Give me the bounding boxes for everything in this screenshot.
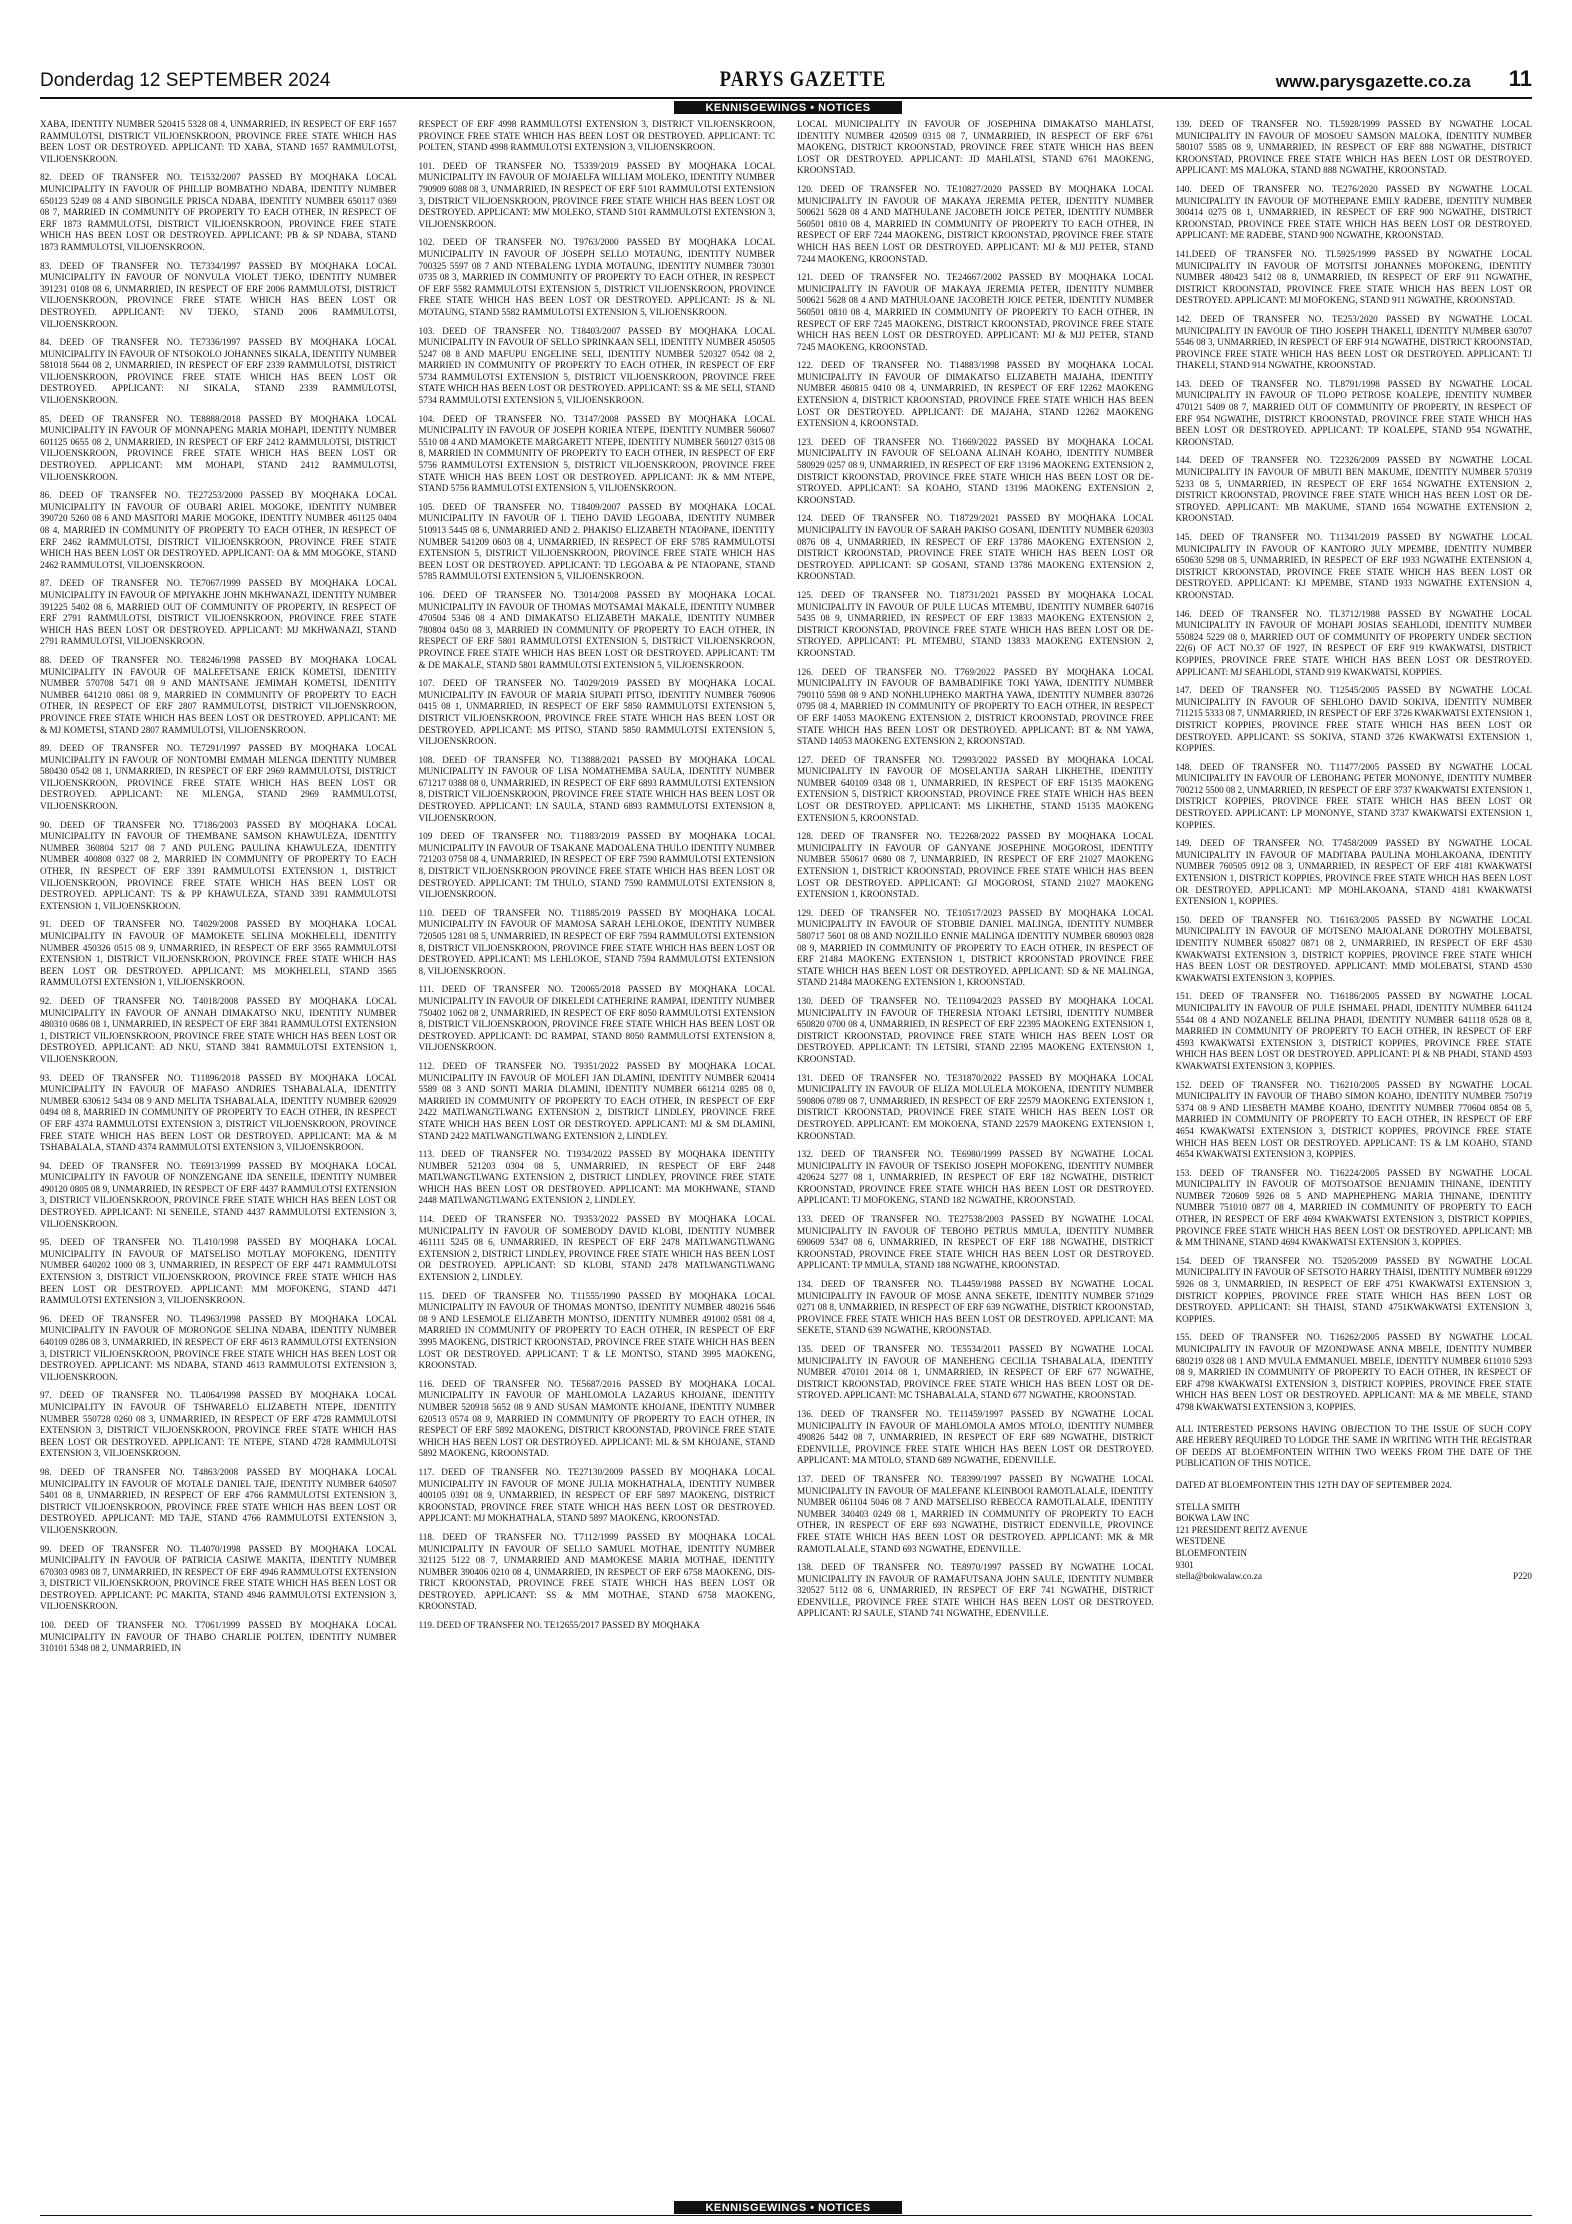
signature-name: STELLA SMITH [1175, 1501, 1241, 1512]
notice-item: 149. DEED OF TRANSFER NO. T7458/2009 PASSED BY NGWATHE LOCAL MUNICIPALITY IN FAVOUR OF MADITABA PAULINA MOHLAKOANA, IDENTITY NUMBER 760505 0912 08 3, UNMARRIED, IN RESPECT OF ERF 4181 KWAKWATSI EXTENSION 1, DISTRICT KOPPIES, PROVINCE FREE STATE WHICH HAS BEEN LOST OR DESTROYED. APPLICANT: MP MOHLAKOANA, STAND 4181 KWAKWATSI EXTENSION 1, KOPPIES. [1175, 838, 1532, 907]
notice-item: 130. DEED OF TRANSFER NO. TE11094/2023 PASSED BY MOQHAKA LOCAL MUNICIPALITY IN FAVOUR OF THERESIA NTOAKI LETSIRI, IDENTITY NUMBER 650820 0700 08 4, UNMARRIED, IN RESPECT OF ERF 22395 MAOKENG EXTENSION 1, DISTRICT KROONSTAD, PROVINCE FREE STATE WHICH HAS BEEN LOST OR DESTROYED. APPLICANT: TN LETSIRI, STAND 22395 MAOKENG EXTENSION 1, KROONSTAD. [797, 995, 1154, 1064]
signature-city: BLOEMFONTEIN [1175, 1547, 1247, 1558]
notice-item: 106. DEED OF TRANSFER NO. T3014/2008 PASSED BY MOQHAKA LOCAL MUNICIPALITY IN FAVOUR OF THOMAS MOTSAMAI MAKALE, IDENTITY NUMBER 470504 5346 08 4 AND DIMAKATSO ELIZABETH MAKALE, IDENTITY NUMBER 780804 0450 08 3, MARRIED IN COMMUNITY OF PROPERTY TO EACH OTHER, IN RESPECT OF ERF 5801 RAMMULOTSI EXTENSION 5, DISTRICT VILJOENSKROON, PROVINCE FREE STATE WHICH HAS BEEN LOST OR DESTROYED. APPLICANT: TM & DE MAKALE, STAND 5801 RAMMULOTSI EXTENSION 5, VILJOENSKROON. [418, 589, 775, 670]
signature-suburb: WESTDENE [1175, 1536, 1225, 1547]
notice-item: 132. DEED OF TRANSFER NO. TE6980/1999 PASSED BY NGWATHE LOCAL MUNICIPALITY IN FAVOUR OF TSEKISO JOSEPH MOFOKENG, IDENTITY NUMBER 420624 5277 08 1, UNMARRIED, IN RESPECT OF ERF 182 NGWATHE, DISTRICT KROONSTAD, PROVINCE FREE STATE WHICH HAS BEEN LOST OR DESTROYED. APPLICANT: TJ MOFOKENG, STAND 182 NGWATHE, KROONSTAD. [797, 1149, 1154, 1206]
notice-item: 99. DEED OF TRANSFER NO. TL4070/1998 PASSED BY MOQHAKA LOCAL MUNICIPALITY IN FAVOUR OF PATRICIA CASIWE MAKITA, IDENTITY NUMBER 670303 0983 08 7, UNMARRIED, IN RESPECT OF ERF 4946 RAMMULOTSI EXTENSION 3, DISTRICT VILJOENSKROON, PROVINCE FREE STATE WHICH HAS BEEN LOST OR DESTROYED. APPLICANT: PC MAKITA, STAND 4946 RAMMULOTSI EXTENSION 3, VILJOENSKROON. [40, 1543, 397, 1612]
notice-item: 118. DEED OF TRANSFER NO. T7112/1999 PASSED BY MOQHAKA LOCAL MUNICIPALITY IN FAVOUR OF SELLO SAMUEL MOTHAE, IDENTITY NUMBER 321125 5122 08 7, UNMARRIED AND MAMOKESE MARIA MOTHAE, IDENTITY NUMBER 390406 0210 08 4, UNMARRIED, IN RESPECT OF ERF 6758 MAOKENG, DISTRICT KROONSTAD, PROVINCE FREE STATE WHICH HAS BEEN LOST OR DESTROYED. APPLICANT: SS & MM MOTHAE, STAND 6758 MAOKENG, KROONSTAD. [418, 1531, 775, 1612]
notice-item: 147. DEED OF TRANSFER NO. T12545/2005 PASSED BY NGWATHE LOCAL MUNICIPALITY IN FAVOUR OF SEHLOHO DAVID SOKIVA, IDENTITY NUMBER 711215 5333 08 7, UNMARRIED, IN RESPECT OF ERF 3726 KWAKWATSI EXTENSION 1, DISTRICT KOPPIES, PROVINCE FREE STATE WHICH HAS BEEN LOST OR DESTROYED. APPLICANT: SS SOKIVA, STAND 3726 KWAKWATSI EXTENSION 1, KOPPIES. [1175, 685, 1532, 754]
notice-item: 127. DEED OF TRANSFER NO. T2993/2022 PASSED BY MOQHAKA LOCAL MUNICIPALITY IN FAVOUR OF MOSELANTJA SARAH LIKHETHE, IDENTITY NUMBER 640109 0348 08 1, UNMARRIED, IN RESPECT OF ERF 15135 MAOKENG EXTENSION 5, DISTRICT KROONSTAD, PROVINCE FREE STATE WHICH HAS BEEN LOST OR DESTROYED. APPLICANT: MS LIKHETHE, STAND 15135 MAOKENG EXTENSION 5, KROONSTAD. [797, 754, 1154, 823]
notice-item: 86. DEED OF TRANSFER NO. TE27253/2000 PASSED BY MOQHAKA LOCAL MUNICIPALITY IN FAVOUR OF OUBARI ARIEL MOGOKE, IDENTITY NUMBER 390720 5260 08 6 AND MASITORI MARIE MOGOKE, IDENTITY NUMBER 461125 0404 08 4, MARRIED IN COMMUNITY OF PROPERTY TO EACH OTHER, IN RESPECT OF ERF 2462 RAMMULOTSI, DISTRICT VILJOENSKROON, PROVINCE FREE STATE WHICH HAS BEEN LOST OR DESTROYED. APPLICANT: OA & MM MOGOKE, STAND 2462 RAMMULOTSI, VILJOENSKROON. [40, 490, 397, 570]
notice-item: 133. DEED OF TRANSFER NO. TE27538/2003 PASSED BY NGWATHE LOCAL MUNICIPALITY IN FAVOUR OF TEBOHO PETRUS MMULA, IDENTITY NUMBER 690609 5347 08 6, UNMARRIED, IN RESPECT OF ERF 188 NGWATHE, DISTRICT KROONSTAD, PROVINCE FREE STATE WHICH HAS BEEN LOST OR DESTROYED. APPLICANT: TP MMULA, STAND 188 NGWATHE, KROONSTAD. [797, 1214, 1154, 1271]
signature-street: 121 PRESIDENT REITZ AVENUE [1175, 1524, 1308, 1535]
masthead [40, 62, 1532, 92]
issue-date: Donderdag 12 SEPTEMBER 2024 [40, 70, 331, 91]
notice-item: 92. DEED OF TRANSFER NO. T4018/2008 PASSED BY MOQHAKA LOCAL MUNICIPALITY IN FAVOUR OF ANNAH DIMAKATSO NKU, IDENTITY NUMBER 480310 0686 08 1, UNMARRIED, IN RESPECT OF ERF 3841 RAMMULOTSI EXTENSION 1, DISTRICT VILJOENSKROON, PROVINCE FREE STATE WHICH HAS BEEN LOST OR DESTROYED. APPLICANT: AD NKU, STAND 3841 RAMMULOTSI EXTENSION 1, VILJOENSKROON. [40, 995, 397, 1064]
notice-item: 122. DEED OF TRANSFER NO. T14883/1998 PASSED BY MOQHAKA LOCAL MUNICIPALITY IN FAVOUR OF DIMAKATSO ELIZABETH MAJAHA, IDENTITY NUMBER 460815 0410 08 4, UNMARRIED, IN RESPECT OF ERF 12262 MAOKENG EXTENSION 4, DISTRICT KROONSTAD, PROVINCE FREE STATE WHICH HAS BEEN LOST OR DESTROYED. APPLICANT: DE MAJAHA, STAND 12262 MAOKENG EXTENSION 4, KROONSTAD. [797, 360, 1154, 429]
notice-item: 140. DEED OF TRANSFER NO. TE276/2020 PASSED BY NGWATHE LOCAL MUNICIPALITY IN FAVOUR OF MOTHEPANE EMILY RADEBE, IDENTITY NUMBER 300414 0275 08 1, UNMARRIED, IN RESPECT OF ERF 900 NGWATHE, DISTRICT KROONSTAD, PROVINCE FREE STATE WHICH HAS BEEN LOST OR DESTROYED. APPLICANT: ME RADEBE, STAND 900 NGWATHE, KROONSTAD. [1175, 183, 1532, 241]
notice-item: 152. DEED OF TRANSFER NO. T16210/2005 PASSED BY NGWATHE LOCAL MUNICIPALITY IN FAVOUR OF THABO SIMON KOAHO, IDENTITY NUMBER 750719 5374 08 9 AND LIESBETH MAMBE KOAHO, IDENTITY NUMBER 770604 0854 08 5, MARRIED IN COMMUNITY OF PROPERTY TO EACH OTHER, IN RESPECT OF ERF 4654 KWAKWATSI EXTENSION 3, DISTRICT KOPPIES, PROVINCE FREE STATE WHICH HAS BEEN LOST OR DESTROYED. APPLICANT: TS & LM KOAHO, STAND 4654 KWAKWATSI EXTENSION 3, KOPPIES. [1175, 1079, 1532, 1160]
notice-item: 146. DEED OF TRANSFER NO. TL3712/1988 PASSED BY NGWATHE LOCAL MUNICIPALITY IN FAVOUR OF MOHAPI JOSIAS SEAHLODI, IDENTITY NUMBER 550824 5229 08 0, MARRIED OUT OF COMMUNITY OF PROPERTY UNDER SECTION 22(6) OF ACT NO.37 OF 1927, IN RESPECT OF ERF 919 KWAKWATSI, DISTRICT KOPPIES, PROVINCE FREE STATE WHICH HAS BEEN LOST OR DESTROYED. APPLICANT: MJ SEAHLODI, STAND 919 KWAKWATSI, KOPPIES. [1175, 608, 1532, 677]
signature-postcode: 9301 [1175, 1559, 1194, 1570]
notices-columns [40, 119, 1532, 2197]
notice-item: 138. DEED OF TRANSFER NO. TE8970/1997 PASSED BY NGWATHE LOCAL MUNICIPALITY IN FAVOUR OF RAMAFUTSANA JOHN SAULE, IDENTITY NUMBER 320527 5112 08 6, UNMARRIED, IN RESPECT OF ERF 741 NGWATHE, DISTRICT EDENVILLE, PROVINCE FREE STATE WHICH HAS BEEN LOST OR DESTROYED. APPLICANT: RJ SAULE, STAND 741 NGWATHE, EDENVILLE. [797, 1562, 1154, 1619]
notice-item: 116. DEED OF TRANSFER NO. TE5687/2016 PASSED BY MOQHAKA LOCAL MUNICIPALITY IN FAVOUR OF MAHLOMOLA LAZARUS KHOJANE, IDENTITY NUMBER 520918 5652 08 9 AND SUSAN MAMONTE KHOJANE, IDENTITY NUMBER 620513 0574 08 9, MARRIED IN COMMUNITY OF PROPERTY TO EACH OTHER, IN RESPECT OF ERF 5892 MAOKENG, DISTRICT KROONSTAD, PROVINCE FREE STATE WHICH HAS BEEN LOST OR DESTROYED. APPLICANT: ML & SM KHOJANE, STAND 5892 MAOKENG, KROONSTAD. [418, 1378, 775, 1459]
notice-item: 135. DEED OF TRANSFER NO. TE5534/2011 PASSED BY NGWATHE LOCAL MUNICIPALITY IN FAVOUR OF MANEHENG CECILIA TSHABALALA, IDENTITY NUMBER 470101 2014 08 1, UNMARRIED, IN RESPECT OF ERF 677 NGWATHE, DISTRICT KROONSTAD, PROVINCE FREE STATE WHICH HAS BEEN LOST OR DESTROYED. APPLICANT: MC TSHABALALA, STAND 677 NGWATHE, KROONSTAD. [797, 1344, 1154, 1401]
notice-item: 105. DEED OF TRANSFER NO. T18409/2007 PASSED BY MOQHAKA LOCAL MUNICIPALITY IN FAVOUR OF I. TIEHO DAVID LEGOABA, IDENTITY NUMBER 510913 5445 08 6, UNMARRIED AND 2. PHAKISO ELIZABETH NTAOPANE, IDENTITY NUMBER 541209 0603 08 4, UNMARRIED, IN RESPECT OF ERF 5785 RAMMULOTSI EXTENSION 5, DISTRICT VILJOENSKROON, PROVINCE FREE STATE WHICH HAS BEEN LOST OR DESTROYED. APPLICANT: TD LEGOABA & PE NTAOPANE, STAND 5785 RAMMULOTSI EXTENSION 5, VILJOENSKROON. [418, 501, 775, 582]
notice-item: 91. DEED OF TRANSFER NO. T4029/2008 PASSED BY MOQHAKA LOCAL MUNICIPALITY IN FAVOUR OF MAMOKETE SELINA MOKHELELI, IDENTITY NUMBER 450326 0515 08 9, UNMARRIED, IN RESPECT OF ERF 3565 RAMMULOTSI EXTENSION 1, DISTRICT VILJOENSKROON, PROVINCE FREE STATE WHICH HAS BEEN LOST OR DESTROYED. APPLICANT: MS MOKHELELI, STAND 3565 RAMMULOTSI EXTENSION 1, VILJOENSKROON. [40, 919, 397, 988]
notice-item: 153. DEED OF TRANSFER NO. T16224/2005 PASSED BY NGWATHE LOCAL MUNICIPALITY IN FAVOUR OF MOTSOATSOE BENJAMIN THINANE, IDENTITY NUMBER 720609 5926 08 5 AND MAPHEPHENG MARIA THINANE, IDENTITY NUMBER 751010 0877 08 4, MARRIED IN COMMUNITY OF PROPERTY TO EACH OTHER, IN RESPECT OF ERF 4694 KWAKWATSI EXTENSION 3, DISTRICT KOPPIES, PROVINCE FREE STATE WHICH HAS BEEN LOST OR DESTROYED. APPLICANT: MB & MM THINANE, STAND 4694 KWAKWATSI EXTENSION 3, KOPPIES. [1175, 1167, 1532, 1248]
notice-item: 150. DEED OF TRANSFER NO. T16163/2005 PASSED BY NGWATHE LOCAL MUNICIPALITY IN FAVOUR OF MOTSENO MAJOALANE DOROTHY MOLEBATSI, IDENTITY NUMBER 650827 0871 08 2, UNMARRIED, IN RESPECT OF ERF 4530 KWAKWATSI EXTENSION 3, DISTRICT KOPPIES, PROVINCE FREE STATE WHICH HAS BEEN LOST OR DESTROYED. APPLICANT: MMD MOLEBATSI, STAND 4530 KWAKWATSI EXTENSION 3, KOPPIES. [1175, 914, 1532, 983]
notice-item: 124. DEED OF TRANSFER NO. T18729/2021 PASSED BY MOQHAKA LOCAL MUNICIPALITY IN FAVOUR OF SARAH PAKISO GOSANI, IDENTITY NUMBER 620303 0876 08 4, UNMARRIED, IN RESPECT OF ERF 13786 MAOKENG EXTENSION 2, DISTRICT KROONSTAD, PROVINCE FREE STATE WHICH HAS BEEN LOST OR DESTROYED. APPLICANT: SP GOSANI, STAND 13786 MAOKENG EXTENSION 2, KROONSTAD. [797, 513, 1154, 582]
notice-item: 104. DEED OF TRANSFER NO. T3147/2008 PASSED BY MOQHAKA LOCAL MUNICIPALITY IN FAVOUR OF JOSEPH KORIEA NTEPE, IDENTITY NUMBER 560607 5510 08 4 AND MAMOKETE MARGARETT NTEPE, IDENTITY NUMBER 560127 0315 08 8, MARRIED IN COMMUNITY OF PROPERTY TO EACH OTHER, IN RESPECT OF ERF 5756 RAMMULOTSI EXTENSION 5, DISTRICT VILJOENSKROON, PROVINCE FREE STATE WHICH HAS BEEN LOST OR DESTROYED. APPLICANT: JK & MM NTEPE, STAND 5756 RAMMULOTSI EXTENSION 5, VILJOENSKROON. [418, 413, 775, 494]
notice-item: 142. DEED OF TRANSFER NO. TE253/2020 PASSED BY NGWATHE LOCAL MUNICIPALITY IN FAVOUR OF TIHO JOSEPH THAKELI, IDENTITY NUMBER 630707 5546 08 3, UNMARRIED, IN RESPECT OF ERF 914 NGWATHE, DISTRICT KROONSTAD, PROVINCE FREE STATE WHICH HAS BEEN LOST OR DESTROYED. APPLICANT: TJ THAKELI, STAND 914 NGWATHE, KROONSTAD. [1175, 313, 1532, 371]
notice-item: RESPECT OF ERF 4998 RAMMULOTSI EXTENSION 3, DISTRICT VILJOENSKROON, PROVINCE FREE STATE WHICH HAS BEEN LOST OR DESTROYED. APPLICANT: TC POLTEN, STAND 4998 RAMMULOTSI EXTENSION 3, VILJOENSKROON. [418, 119, 775, 153]
notice-item: XABA, IDENTITY NUMBER 520415 5328 08 4, UNMARRIED, IN RESPECT OF ERF 1657 RAMMULOTSI, DISTRICT VILJOENSKROON, PROVINCE FREE STATE WHICH HAS BEEN LOST OR DESTROYED. APPLICANT: TD XABA, STAND 1657 RAMMULOTSI, VILJOENSKROON. [40, 119, 397, 164]
notice-item: 141.DEED OF TRANSFER NO. TL5925/1999 PASSED BY NGWATHE LOCAL MUNICIPALITY IN FAVOUR OF MOTSITSI JOHANNES MOFOKENG, IDENTITY NUMBER 480423 5412 08 8, UNMARRIED, IN RESPECT OF ERF 911 NGWATHE, DISTRICT KROONSTAD, PROVINCE FREE STATE WHICH HAS BEEN LOST OR DESTROYED. APPLICANT: MJ MOFOKENG, STAND 911 NGWATHE, KROONSTAD. [1175, 248, 1532, 306]
notice-item: 100. DEED OF TRANSFER NO. T7061/1999 PASSED BY MOQHAKA LOCAL MUNICIPALITY IN FAVOUR OF THABO CHARLIE POLTEN, IDENTITY NUMBER 310101 5348 08 2, UNMARRIED, IN [40, 1620, 397, 1654]
notice-item: 108. DEED OF TRANSFER NO. T13888/2021 PASSED BY MOQHAKA LOCAL MUNICIPALITY IN FAVOUR OF LISA NOMATHEMBA SAULA, IDENTITY NUMBER 671217 0388 08 0, UNMARRIED, IN RESPECT OF ERF 6893 RAMMULOTSI EXTENSION 8, DISTRICT VILJOENSKROON, PROVINCE FREE STATE WHICH HAS BEEN LOST OR DESTROYED. APPLICANT: LN SAULA, STAND 6893 RAMMULOTSI EXTENSION 8, VILJOENSKROON. [418, 754, 775, 823]
notice-item: 117. DEED OF TRANSFER NO. TE27130/2009 PASSED BY MOQHAKA LOCAL MUNICIPALITY IN FAVOUR OF MONE JULIA MOKHATHALA, IDENTITY NUMBER 400105 0391 08 9, UNMARRIED, IN RESPECT OF ERF 5897 MAOKENG, DISTRICT KROONSTAD, PROVINCE FREE STATE WHICH HAS BEEN LOST OR DESTROYED. APPLICANT: MJ MOKHATHALA, STAND 5897 MAOKENG, KROONSTAD. [418, 1466, 775, 1524]
signature-email: stella@bokwalaw.co.za [1175, 1571, 1262, 1582]
notice-item: 148. DEED OF TRANSFER NO. T11477/2005 PASSED BY NGWATHE LOCAL MUNICIPALITY IN FAVOUR OF LEBOHANG PETER MONONYE, IDENTITY NUMBER 700212 5500 08 2, UNMARRIED, IN RESPECT OF ERF 3737 KWAKWATSI EXTENSION 1, DISTRICT KOPPIES, PROVINCE FREE STATE WHICH HAS BEEN LOST OR DESTROYED. APPLICANT: LP MONONYE, STAND 3737 KWAKWATSI EXTENSION 1, KOPPIES. [1175, 761, 1532, 830]
newspaper-name: PARYS GAZETTE [719, 66, 887, 91]
column-4 [1176, 119, 1533, 2197]
section-band-bottom: KENNISGEWINGS • NOTICES [674, 2201, 902, 2214]
notice-item: 137. DEED OF TRANSFER NO. TE8399/1997 PASSED BY NGWATHE LOCAL MUNICIPALITY IN FAVOUR OF MALEFANE KLEINBOOI RAMOTLALALE, IDENTITY NUMBER 061104 5046 08 7 AND MATSELISO REBECCA RAMOTLALALE, IDENTITY NUMBER 340403 0249 08 1, MARRIED IN COMMUNITY OF PROPERTY TO EACH OTHER, IN RESPECT OF ERF 693 NGWATHE, DISTRICT EDENVILLE, PROVINCE FREE STATE WHICH HAS BEEN LOST OR DESTROYED. APPLICANT: MK & MR RAMOTLALALE, STAND 693 NGWATHE, EDENVILLE. [797, 1473, 1154, 1554]
masthead-right [1276, 66, 1532, 92]
notice-item: 109 DEED OF TRANSFER NO. T11883/2019 PASSED BY MOQHAKA LOCAL MUNICIPALITY IN FAVOUR OF TSAKANE MADOALENA THULO IDENTITY NUMBER 721203 0758 08 4, UNMARRIED, IN RESPECT OF ERF 7590 RAMMULOTSI EXTENSION 8, DISTRICT VILJOENSKROON PROVINCE FREE STATE WHICH HAS BEEN LOST OR DESTROYED. APPLICANT: TM THULO, STAND 7590 RAMMULOTSI EXTENSION 8, VILJOENSKROON. [418, 831, 775, 900]
notice-item: 87. DEED OF TRANSFER NO. TE7067/1999 PASSED BY MOQHAKA LOCAL MUNICIPALITY IN FAVOUR OF MPIYAKHE JOHN MKHWANAZI, IDENTITY NUMBER 391225 5402 08 6, MARRIED OUT OF COMMUNITY OF PROPERTY, IN RESPECT OF ERF 2791 RAMMULOTSI, DISTRICT VILJOENSKROON, PROVINCE FREE STATE WHICH HAS BEEN LOST OR DESTROYED. APPLICANT: MJ MKHWANAZI, STAND 2791 RAMMULOTSI, VILJOENSKROON. [40, 578, 397, 647]
column-3 [797, 119, 1154, 2197]
notice-item: 126. DEED OF TRANSFER NO. T769/2022 PASSED BY MOQHAKA LOCAL MUNICIPALITY IN FAVOUR OF BAMBADIFIKE TOKI YAWA, IDENTITY NUMBER 790110 5598 08 9 AND NONHLUPHEKO MARTHA YAWA, IDENTITY NUMBER 830726 0795 08 4, MARRIED IN COMMUNITY OF PROPERTY TO EACH OTHER, IN RESPECT OF ERF 14053 MAOKENG EXTENSION 2, DISTRICT KROONSTAD, PROVINCE FREE STATE WHICH HAS BEEN LOST OR DESTROYED. APPLICANT: BT & NM YAWA, STAND 14053 MAOKENG EXTENSION 2, KROONSTAD. [797, 666, 1154, 747]
notice-item: 144. DEED OF TRANSFER NO. T22326/2009 PASSED BY NGWATHE LOCAL MUNICIPALITY IN FAVOUR OF MBUTI BEN MAKUME, IDENTITY NUMBER 570319 5233 08 5, UNMARRIED, IN RESPECT OF ERF 1654 NGWATHE EXTENSION 2, DISTRICT KROONSTAD, PROVINCE FREE STATE WHICH HAS BEEN LOST OR DESTROYED. APPLICANT: MB MAKUME, STAND 1654 NGWATHE EXTENSION 2, KROONSTAD. [1175, 455, 1532, 524]
notice-item: 120. DEED OF TRANSFER NO. TE10827/2020 PASSED BY MOQHAKA LOCAL MUNICIPALITY IN FAVOUR OF MAKAYA JEREMIA PETER, IDENTITY NUMBER 500621 5628 08 4 AND MATHULANE JACOBETH JOICE PETER, IDENTITY NUMBER 560501 0810 08 4, MARRIED IN COMMUNITY OF PROPERTY TO EACH OTHER, IN RESPECT OF ERF 7244 MAOKENG, DISTRICT KROONSTAD, PROVINCE FREE STATE WHICH HAS BEEN LOST OR DESTROYED. APPLICANT: MJ & MJJ PETER, STAND 7244 MAOKENG, KROONSTAD. [797, 183, 1154, 264]
notice-item: 95. DEED OF TRANSFER NO. TL410/1998 PASSED BY MOQHAKA LOCAL MUNICIPALITY IN FAVOUR OF MATSELISO MOTLAY MOFOKENG, IDENTITY NUMBER 640202 1000 08 3, UNMARRIED, IN RESPECT OF ERF 4471 RAMMULOTSI EXTENSION 3, DISTRICT VILJOENSKROON, PROVINCE FREE STATE WHICH HAS BEEN LOST OR DESTROYED. APPLICANT: MM MOFOKENG, STAND 4471 RAMMULOTSI EXTENSION 3, VILJOENSKROON. [40, 1237, 397, 1306]
notice-item: 85. DEED OF TRANSFER NO. TE8888/2018 PASSED BY MOQHAKA LOCAL MUNICIPALITY IN FAVOUR OF MONNAPENG MARIA MOHAPI, IDENTITY NUMBER 601125 0655 08 2, UNMARRIED, IN RESPECT OF ERF 2412 RAMMULOTSI, DISTRICT VILJOENSKROON, PROVINCE FREE STATE WHICH HAS BEEN LOST OR DESTROYED. APPLICANT: MM MOHAPI, STAND 2412 RAMMULOTSI, VILJOENSKROON. [40, 413, 397, 482]
notice-item: 112. DEED OF TRANSFER NO. T9351/2022 PASSED BY MOQHAKA LOCAL MUNICIPALITY IN FAVOUR OF MOLEFI JAN DLAMINI, IDENTITY NUMBER 620414 5589 08 3 AND SONTI MARIA DLAMINI, IDENTITY NUMBER 661214 0285 08 0, MARRIED IN COMMUNITY OF PROPERTY TO EACH OTHER, IN RESPECT OF ERF 2422 MATLWANGTLWANG EXTENSION 2, DISTRICT LINDLEY, PROVINCE FREE STATE WHICH HAS BEEN LOST OR DESTROYED. APPLICANT: MJ & SM DLAMINI, STAND 2422 MATLWANGTLWANG EXTENSION 2, LINDLEY. [418, 1060, 775, 1141]
notice-item: 154. DEED OF TRANSFER NO. T5205/2009 PASSED BY NGWATHE LOCAL MUNICIPALITY IN FAVOUR OF SETSOTO HARRY THAISI, IDENTITY NUMBER 691229 5926 08 3, UNMARRIED, IN RESPECT OF ERF 4751 KWAKWATSI EXTENSION 3, DISTRICT KOPPIES, PROVINCE FREE STATE WHICH HAS BEEN LOST OR DESTROYED. APPLICANT: SH THAISI, STAND 4751KWAKWATSI EXTENSION 3, KOPPIES. [1175, 1255, 1532, 1324]
dated-line: DATED AT BLOEMFONTEIN THIS 12TH DAY OF SEPTEMBER 2024. [1175, 1479, 1452, 1490]
notice-item: 107. DEED OF TRANSFER NO. T4029/2019 PASSED BY MOQHAKA LOCAL MUNICIPALITY IN FAVOUR OF MARIA SIUPATI PITSO, IDENTITY NUMBER 760906 0415 08 1, UNMARRIED, IN RESPECT OF ERF 5850 RAMMULOTSI EXTENSION 5, DISTRICT VILJOENSKROON, PROVINCE FREE STATE WHICH HAS BEEN LOST OR DESTROYED. APPLICANT: MS PITSO, STAND 5850 RAMMULOTSI EXTENSION 5, VILJOENSKROON. [418, 678, 775, 747]
notice-item: 134. DEED OF TRANSFER NO. TL4459/1988 PASSED BY NGWATHE LOCAL MUNICIPALITY IN FAVOUR OF MOSE ANNA SEKETE, IDENTITY NUMBER 571029 0271 08 8, UNMARRIED, IN RESPECT OF ERF 639 NGWATHE, DISTRICT KROONSTAD, PROVINCE FREE STATE WHICH HAS BEEN LOST OR DESTROYED. APPLICANT: MA SEKETE, STAND 639 NGWATHE, KROONSTAD. [797, 1279, 1154, 1336]
notice-item: 96. DEED OF TRANSFER NO. TL4963/1998 PASSED BY MOQHAKA LOCAL MUNICIPALITY IN FAVOUR OF MORONGOE SELINA NDABA, IDENTITY NUMBER 640109 0286 08 3, UNMARRIED, IN RESPECT OF ERF 4613 RAMMULOTSI EXTENSION 3, DISTRICT VILJOENSKROON, PROVINCE FREE STATE WHICH HAS BEEN LOST OR DESTROYED. APPLICANT: MS NDABA, STAND 4613 RAMMULOTSI EXTENSION 3, VILJOENSKROON. [40, 1313, 397, 1382]
column-4-notices [1176, 119, 1533, 1414]
notice-item: 93. DEED OF TRANSFER NO. T11896/2018 PASSED BY MOQHAKA LOCAL MUNICIPALITY IN FAVOUR OF MAFASO ANDRIES TSHABALALA, IDENTITY NUMBER 630612 5434 08 9 AND MELITA TSHABALALA, IDENTITY NUMBER 620929 0494 08 8, MARRIED IN COMMUNITY OF PROPERTY TO EACH OTHER, IN RESPECT OF ERF 4374 RAMMULOTSI EXTENSION 3, DISTRICT VILJOENSKROON, PROVINCE FREE STATE WHICH HAS BEEN LOST OR DESTROYED. APPLICANT: MA & M TSHABALALA, STAND 4374 RAMMULOTSI EXTENSION 3, VILJOENSKROON. [40, 1072, 397, 1153]
notice-item: 98. DEED OF TRANSFER NO. T4863/2008 PASSED BY MOQHAKA LOCAL MUNICIPALITY IN FAVOUR OF MOTALE DANIEL TAJE, IDENTITY NUMBER 640507 5401 08 8, UNMARRIED, IN RESPECT OF ERF 4766 RAMMULOTSI EXTENSION 3, DISTRICT VILJOENSKROON, PROVINCE FREE STATE WHICH HAS BEEN LOST OR DESTROYED. APPLICANT: MD TAJE, STAND 4766 RAMMULOTSI EXTENSION 3, VILJOENSKROON. [40, 1466, 397, 1535]
notice-item: 143. DEED OF TRANSFER NO. TL8791/1998 PASSED BY NGWATHE LOCAL MUNICIPALITY IN FAVOUR OF TLOPO PETROSE KOALEPE, IDENTITY NUMBER 470121 5409 08 7, MARRIED OUT OF COMMUNITY OF PROPERTY, IN RESPECT OF ERF 954 NGWATHE, DISTRICT KROONSTAD, PROVINCE FREE STATE WHICH HAS BEEN LOST OR DESTROYED. APPLICANT: TP KOALEPE, STAND 954 NGWATHE, KROONSTAD. [1175, 378, 1532, 447]
notice-item: 113. DEED OF TRANSFER NO. T1934/2022 PASSED BY MOQHAKA IDENTITY NUMBER 521203 0304 08 5, UNMARRIED, IN RESPECT OF ERF 2448 MATLWANGTLWANG EXTENSION 2, DISTRICT LINDLEY, PROVINCE FREE STATE WHICH HAS BEEN LOST OR DESTROYED. APPLICANT: MA MOKHWANE, STAND 2448 MATLWANGTLWANG EXTENSION 2, LINDLEY. [418, 1149, 775, 1206]
notice-item: 119. DEED OF TRANSFER NO. TE12655/2017 PASSED BY MOQHAKA [418, 1620, 700, 1631]
notice-item: LOCAL MUNICIPALITY IN FAVOUR OF JOSEPHINA DIMAKATSO MAHLATSI, IDENTITY NUMBER 420509 0315 08 7, UNMARRIED, IN RESPECT OF ERF 6761 MAOKENG, DISTRICT KROONSTAD, PROVINCE FREE STATE WHICH HAS BEEN LOST OR DESTROYED. APPLICANT: JD MAHLATSI, STAND 6761 MAOKENG, KROONSTAD. [797, 119, 1154, 176]
signature-firm: BOKWA LAW INC [1175, 1513, 1250, 1524]
notice-item: 155. DEED OF TRANSFER NO. T16262/2005 PASSED BY NGWATHE LOCAL MUNICIPALITY IN FAVOUR OF MZONDWASE ANNA MBELE, IDENTITY NUMBER 680219 0328 08 1 AND MVULA EMMANUEL MBELE, IDENTITY NUMBER 611010 5293 08 9, MARRIED IN COMMUNITY OF PROPERTY TO EACH OTHER, IN RESPECT OF ERF 4798 KWAKWATSI EXTENSION 3, DISTRICT KOPPIES, PROVINCE FREE STATE WHICH HAS BEEN LOST OR DESTROYED. APPLICANT: MA & ME MBELE, STAND 4798 KWAKWATSI EXTENSION 3, KOPPIES. [1175, 1332, 1532, 1412]
notice-reference: P220 [1513, 1571, 1532, 1582]
section-band-top: KENNISGEWINGS • NOTICES [674, 101, 902, 114]
page-number: 11 [1508, 66, 1532, 91]
notice-item: 110. DEED OF TRANSFER NO. T11885/2019 PASSED BY MOQHAKA LOCAL MUNICIPALITY IN FAVOUR OF MAMOSA SARAH LEHLOKOE, IDENTITY NUMBER 720505 1281 08 5, UNMARRIED, IN RESPECT OF ERF 7594 RAMMULOTSI EXTENSION 8, DISTRICT VILJOENSKROON, PROVINCE FREE STATE WHICH HAS BEEN LOST OR DESTROYED. APPLICANT: MS LEHLOKOE, STAND 7594 RAMMULOTSI EXTENSION 8, VILJOENSKROON. [418, 907, 775, 976]
notice-item: 97. DEED OF TRANSFER NO. TL4064/1998 PASSED BY MOQHAKA LOCAL MUNICIPALITY IN FAVOUR OF TSHWARELO ELIZABETH NTEPE, IDENTITY NUMBER 550728 0260 08 3, UNMARRIED, IN RESPECT OF ERF 4728 RAMMULOTSI EXTENSION 3, DISTRICT VILJOENSKROON, PROVINCE FREE STATE WHICH HAS BEEN LOST OR DESTROYED. APPLICANT: TE NTEPE, STAND 4728 RAMMULOTSI EXTENSION 3, VILJOENSKROON. [40, 1390, 397, 1459]
notice-item: 128. DEED OF TRANSFER NO. TE2268/2022 PASSED BY MOQHAKA LOCAL MUNICIPALITY IN FAVOUR OF GANYANE JOSEPHINE MOGOROSI, IDENTITY NUMBER 550617 0680 08 7, UNMARRIED, IN RESPECT OF ERF 21027 MAOKENG EXTENSION 1, DISTRICT KROONSTAD, PROVINCE FREE STATE WHICH HAS BEEN LOST OR DESTROYED. APPLICANT: GJ MOGOROSI, STAND 21027 MAOKENG EXTENSION 1, KROONSTAD. [797, 831, 1154, 900]
notice-item: 139. DEED OF TRANSFER NO. TL5928/1999 PASSED BY NGWATHE LOCAL MUNICIPALITY IN FAVOUR OF MOSOEU SAMSON MALOKA, IDENTITY NUMBER 580107 5585 08 9, UNMARRIED, IN RESPECT OF ERF 888 NGWATHE, DISTRICT KROONSTAD, PROVINCE FREE STATE WHICH HAS BEEN LOST OR DESTROYED. APPLICANT: MS MALOKA, STAND 888 NGWATHE, KROONSTAD. [1175, 119, 1532, 176]
notice-item: 145. DEED OF TRANSFER NO. T11341/2019 PASSED BY NGWATHE LOCAL MUNICIPALITY IN FAVOUR OF KANTORO JULY MPEMBE, IDENTITY NUMBER 650630 5298 08 5, UNMARRIED, IN RESPECT OF ERF 1933 NGWATHE EXTENSION 4, DISTRICT KROONSTAD, PROVINCE FREE STATE WHICH HAS BEEN LOST OR DESTROYED. APPLICANT: KJ MPEMBE, STAND 1933 NGWATHE EXTENSION 4, KROONSTAD. [1175, 532, 1532, 600]
column-2 [419, 119, 776, 2197]
top-rule [40, 97, 1532, 99]
notice-item: 89. DEED OF TRANSFER NO. TE7291/1997 PASSED BY MOQHAKA LOCAL MUNICIPALITY IN FAVOUR OF NONTOMBI EMMAH MLENGA IDENTITY NUMBER 580430 0542 08 1, UNMARRIED, IN RESPECT OF ERF 2969 RAMMULOTSI, DISTRICT VILJOENSKROON, PROVINCE FREE STATE WHICH HAS BEEN LOST OR DESTROYED. APPLICANT: NE MLENGA, STAND 2969 RAMMULOTSI, VILJOENSKROON. [40, 743, 397, 812]
notice-item: 115. DEED OF TRANSFER NO. T11555/1990 PASSED BY MOQHAKA LOCAL MUNICIPALITY IN FAVOUR OF THOMAS MONTSO, IDENTITY NUMBER 480216 5646 08 9 AND LESEMOLE ELIZABETH MONTSO, IDENTITY NUMBER 491002 0581 08 4, MARRIED IN COMMUNITY OF PROPERTY TO EACH OTHER, IN RESPECT OF ERF 3995 MAOKENG, DISTRICT KROONSTAD, PROVINCE FREE STATE WHICH HAS BEEN LOST OR DESTROYED. APPLICANT: T & LE MONTSO, STAND 3995 MAOKENG, KROONSTAD. [418, 1290, 775, 1371]
objection-notice: ALL INTERESTED PERSONS HAVING OBJECTION TO THE ISSUE OF SUCH COPY ARE HEREBY REQUIRED TO LODGE THE SAME IN WRITING WITH THE REGISTRAR OF DEEDS AT BLOEMFONTEIN WITHIN TWO WEEKS FROM THE DATE OF THE PUBLICATION OF THIS NOTICE. [1175, 1423, 1532, 1469]
signature-block [1176, 1502, 1533, 1583]
website-url: www.parysgazette.co.za [1275, 72, 1471, 91]
notice-item: 121. DEED OF TRANSFER NO. TE24667/2002 PASSED BY MOQHAKA LOCAL MUNICIPALITY IN FAVOUR OF MAKAYA JEREMIA PETER, IDENTITY NUMBER 500621 5628 08 4 AND MATHULOANE JACOBETH JOICE PETER, IDENTITY NUMBER 560501 0810 08 4, MARRIED IN COMMUNITY OF PROPERTY TO EACH OTHER, IN RESPECT OF ERF 7245 MAOKENG, DISTRICT KROONSTAD, PROVINCE FREE STATE WHICH HAS BEEN LOST OR DESTROYED. APPLICANT: MJ & MJJ PETER, STAND 7245 MAOKENG, KROONSTAD. [797, 272, 1154, 352]
notice-item: 83. DEED OF TRANSFER NO. TE7334/1997 PASSED BY MOQHAKA LOCAL MUNICIPALITY IN FAVOUR OF NONVULA VIOLET TJEKO, IDENTITY NUMBER 391231 0108 08 6, UNMARRIED, IN RESPECT OF ERF 2006 RAMMULOTSI, DISTRICT VILJOENSKROON, PROVINCE FREE STATE WHICH HAS BEEN LOST OR DESTROYED. APPLICANT: NV TJEKO, STAND 2006 RAMMULOTSI, VILJOENSKROON. [40, 260, 397, 329]
notice-item: 114. DEED OF TRANSFER NO. T9353/2022 PASSED BY MOQHAKA LOCAL MUNICIPALITY IN FAVOUR OF SOMEBODY DAVID KLOBI, IDENTITY NUMBER 461111 5245 08 6, UNMARRIED, IN RESPECT OF ERF 2478 MATLWANGTLWANG EXTENSION 2, DISTRICT LINDLEY, PROVINCE FREE STATE WHICH HAS BEEN LOST OR DESTROYED. APPLICANT: SD KLOBI, STAND 2478 MATLWANGTLWANG EXTENSION 2, LINDLEY. [418, 1214, 775, 1283]
notice-item: 151. DEED OF TRANSFER NO. T16186/2005 PASSED BY NGWATHE LOCAL MUNICIPALITY IN FAVOUR OF PULE ISHMAEL PHADI, IDENTITY NUMBER 641124 5544 08 4 AND NOZANELE BELINA PHADI, IDENTITY NUMBER 641118 0528 08 8, MARRIED IN COMMUNITY OF PROPERTY TO EACH OTHER, IN RESPECT OF ERF 4593 KWAKWATSI EXTENSION 3, DISTRICT KOPPIES, PROVINCE FREE STATE WHICH HAS BEEN LOST OR DESTROYED. APPLICANT: PI & NB PHADI, STAND 4593 KWAKWATSI EXTENSION 3, KOPPIES. [1175, 991, 1532, 1071]
notice-item: 131. DEED OF TRANSFER NO. TE31870/2022 PASSED BY MOQHAKA LOCAL MUNICIPALITY IN FAVOUR OF ELIZA MOLULELA MOKOENA, IDENTITY NUMBER 590806 0789 08 7, UNMARRIED, IN RESPECT OF ERF 22579 MAOKENG EXTENSION 1, DISTRICT KROONSTAD, PROVINCE FREE STATE WHICH HAS BEEN LOST OR DESTROYED. APPLICANT: EM MOKOENA, STAND 22579 MAOKENG EXTENSION 1, KROONSTAD. [797, 1072, 1154, 1141]
notice-item: 111. DEED OF TRANSFER NO. T20065/2018 PASSED BY MOQHAKA LOCAL MUNICIPALITY IN FAVOUR OF DIKELEDI CATHERINE RAMPAI, IDENTITY NUMBER 750402 1062 08 2, UNMARRIED, IN RESPECT OF ERF 8050 RAMMULOTSI EXTENSION 8, DISTRICT VILJOENSKROON, PROVINCE FREE STATE WHICH HAS BEEN LOST OR DESTROYED. APPLICANT: DC RAMPAI, STAND 8050 RAMMULOTSI EXTENSION 8, VILJOENSKROON. [418, 984, 775, 1053]
notice-item: 82. DEED OF TRANSFER NO. TE1532/2007 PASSED BY MOQHAKA LOCAL MUNICIPALITY IN FAVOUR OF PHILLIP BOMBATHO NDABA, IDENTITY NUMBER 650123 5249 08 4 AND SIBONGILE PRISCA NDABA, IDENTITY NUMBER 650117 0369 08 7, MARRIED IN COMMUNITY OF PROPERTY TO EACH OTHER, IN RESPECT OF ERF 1873 RAMMULOTSI, DISTRICT VILJOENSKROON, PROVINCE FREE STATE WHICH HAS BEEN LOST OR DESTROYED. APPLICANT: PB & SP NDABA, STAND 1873 RAMMULOTSI, VILJOENSKROON. [40, 172, 397, 252]
notice-item: 84. DEED OF TRANSFER NO. TE7336/1997 PASSED BY MOQHAKA LOCAL MUNICIPALITY IN FAVOUR OF NTSOKOLO JOHANNES SIKALA, IDENTITY NUMBER 581018 5644 08 2, UNMARRIED, IN RESPECT OF ERF 2339 RAMMULOTSI, DISTRICT VILJOENSKROON, PROVINCE FREE STATE WHICH HAS BEEN LOST OR DESTROYED. APPLICANT: NJ SIKALA, STAND 2339 RAMMULOTSI, VILJOENSKROON. [40, 337, 397, 406]
notice-item: 136. DEED OF TRANSFER NO. TE11459/1997 PASSED BY NGWATHE LOCAL MUNICIPALITY IN FAVOUR OF MAHLOMOLA AMOS MTOLO, IDENTITY NUMBER 490826 5442 08 7, UNMARRIED, IN RESPECT OF ERF 689 NGWATHE, DISTRICT EDENVILLE, PROVINCE FREE STATE WHICH HAS BEEN LOST OR DESTROYED. APPLICANT: MA MTOLO, STAND 689 NGWATHE, EDENVILLE. [797, 1408, 1154, 1466]
notice-item: 94. DEED OF TRANSFER NO. TE6913/1999 PASSED BY MOQHAKA LOCAL MUNICIPALITY IN FAVOUR OF NONZENGANE IDA SENEILE, IDENTITY NUMBER 490120 0805 08 9, UNMARRIED, IN RESPECT OF ERF 4437 RAMMULOTSI EXTENSION 3, DISTRICT VILJOENSKROON, PROVINCE FREE STATE WHICH HAS BEEN LOST OR DESTROYED. APPLICANT: NI SENEILE, STAND 4437 RAMMULOTSI EXTENSION 3, VILJOENSKROON. [40, 1160, 397, 1229]
signature-contact-row [1176, 1571, 1533, 1583]
notice-item: 102. DEED OF TRANSFER NO. T9763/2000 PASSED BY MOQHAKA LOCAL MUNICIPALITY IN FAVOUR OF JOSEPH SELLO MOTAUNG, IDENTITY NUMBER 700325 5597 08 7 AND NTEBALENG LYDIA MOTAUNG, IDENTITY NUMBER 730301 0735 08 3, MARRIED IN COMMUNITY OF PROPERTY TO EACH OTHER, IN RESPECT OF ERF 5582 RAMMULOTSI EXTENSION 5, DISTRICT VILJOENSKROON, PROVINCE FREE STATE WHICH HAS BEEN LOST OR DESTROYED. APPLICANT: JS & NL MOTAUNG, STAND 5582 RAMMULOTSI EXTENSION 5, VILJOENSKROON. [418, 237, 775, 317]
notice-item: 90. DEED OF TRANSFER NO. T7186/2003 PASSED BY MOQHAKA LOCAL MUNICIPALITY IN FAVOUR OF THEMBANE SAMSON KHAWULEZA, IDENTITY NUMBER 360804 5217 08 7 AND PULENG PAULINA KHAWULEZA, IDENTITY NUMBER 400808 0327 08 2, MARRIED IN COMMUNITY OF PROPERTY TO EACH OTHER, IN RESPECT OF ERF 3391 RAMMULOTSI EXTENSION 1, DISTRICT VILJOENSKROON, PROVINCE FREE STATE WHICH HAS BEEN LOST OR DESTROYED. APPLICANT: TS & PP KHAWULEZA, STAND 3391 RAMMULOTSI EXTENSION 1, VILJOENSKROON. [40, 819, 397, 911]
notice-item: 129. DEED OF TRANSFER NO. TE10517/2023 PASSED BY MOQHAKA LOCAL MUNICIPALITY IN FAVOUR OF STOBBIE DANIEL MALINGA, IDENTITY NUMBER 580717 5601 08 08 AND NOZILILO ENNIE MALINGA IDENTITY NUMBER 680903 0828 08 9, MARRIED IN COMMUNITY OF PROPERTY TO EACH OTHER, IN RESPECT OF ERF 21484 MAOKENG EXTENSION 1, DISTRICT KROONSTAD PROVINCE FREE STATE WHICH HAS BEEN LOST OR DESTROYED. APPLICANT: SD & NE MALINGA, STAND 21484 MAOKENG EXTENSION 1, KROONSTAD. [797, 907, 1154, 988]
bottom-rule [40, 2215, 1532, 2216]
notice-item: 88. DEED OF TRANSFER NO. TE8246/1998 PASSED BY MOQHAKA LOCAL MUNICIPALITY IN FAVOUR OF MALEFETSANE ERICK KOMETSI, IDENTITY NUMBER 570708 5471 08 9 AND MANTSANE JEMIMAH KOMETSI, IDENTITY NUMBER 641210 0861 08 9, MARRIED IN COMMUNITY OF PROPERTY TO EACH OTHER, IN RESPECT OF ERF 2807 RAMMULOTSI, DISTRICT VILJOENSKROON, PROVINCE FREE STATE WHICH HAS BEEN LOST OR DESTROYED. APPLICANT: ME & MJ KOMETSI, STAND 2807 RAMMULOTSI, VILJOENSKROON. [40, 654, 397, 735]
notice-item: 103. DEED OF TRANSFER NO. T18403/2007 PASSED BY MOQHAKA LOCAL MUNICIPALITY IN FAVOUR OF SELLO SPRINKAAN SELI, IDENTITY NUMBER 450505 5247 08 8 AND MAFUPU ENGELINE SELI, IDENTITY NUMBER 520327 0542 08 2, MARRIED IN COMMUNITY OF PROPERTY TO EACH OTHER, IN RESPECT OF ERF 5734 RAMMULOTSI EXTENSION 5, DISTRICT VILJOENSKROON, PROVINCE FREE STATE WHICH HAS BEEN LOST OR DESTROYED. APPLICANT: SS & ME SELI, STAND 5734 RAMMULOTSI EXTENSION 5, VILJOENSKROON. [418, 325, 775, 406]
notice-item: 125. DEED OF TRANSFER NO. T18731/2021 PASSED BY MOQHAKA LOCAL MUNICIPALITY IN FAVOUR OF PULE LUCAS MTEMBU, IDENTITY NUMBER 640716 5435 08 9, UNMARRIED, IN RESPECT OF ERF 13833 MAOKENG EXTENSION 2, DISTRICT KROONSTAD, PROVINCE FREE STATE WHICH HAS BEEN LOST OR DESTROYED. APPLICANT: PL MTEMBU, STAND 13833 MAOKENG EXTENSION 2, KROONSTAD. [797, 589, 1154, 658]
notice-item: 101. DEED OF TRANSFER NO. T5339/2019 PASSED BY MOQHAKA LOCAL MUNICIPALITY IN FAVOUR OF MOJAELFA WILLIAM MOLEKO, IDENTITY NUMBER 790909 6088 08 3, UNMARRIED, IN RESPECT OF ERF 5101 RAMMULOTSI EXTENSION 3, DISTRICT VILJOENSKROON, PROVINCE FREE STATE WHICH HAS BEEN LOST OR DESTROYED. APPLICANT: MW MOLEKO, STAND 5101 RAMMULOTSI EXTENSION 3, VILJOENSKROON. [418, 160, 775, 229]
notice-item: 123. DEED OF TRANSFER NO. T1669/2022 PASSED BY MOQHAKA LOCAL MUNICIPALITY IN FAVOUR OF SELOANA ALINAH KOAHO, IDENTITY NUMBER 580929 0257 08 9, UNMARRIED, IN RESPECT OF ERF 13196 MAOKENG EXTENSION 2, DISTRICT KROONSTAD, PROVINCE FREE STATE WHICH HAS BEEN LOST OR DESTROYED. APPLICANT: SA KOAHO, STAND 13196 MAOKENG EXTENSION 2, KROONSTAD. [797, 436, 1154, 505]
column-1 [40, 119, 397, 2197]
